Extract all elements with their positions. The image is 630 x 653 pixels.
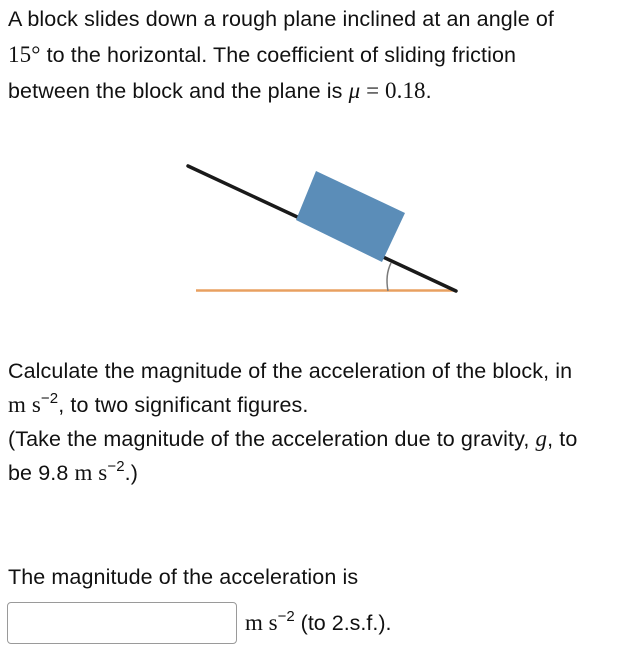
gravity-note-4: .) bbox=[124, 461, 139, 485]
answer-row bbox=[7, 598, 391, 648]
gravity-note-1: (Take the magnitude of the acceleration due to gravity, bbox=[8, 427, 536, 451]
gravity-unit-exponent: −2 bbox=[107, 457, 125, 475]
intro-text-3: between the block and the plane is bbox=[8, 79, 349, 103]
sliding-block bbox=[296, 171, 405, 262]
problem-task bbox=[8, 355, 622, 490]
gravity-note-3: be 9.8 bbox=[8, 461, 75, 485]
task-line-2: , to two significant figures. bbox=[58, 393, 309, 417]
task-unit: m s bbox=[8, 392, 41, 417]
mu-symbol: μ bbox=[348, 78, 361, 103]
intro-text-2: to the horizontal. The coefficient of sliding friction bbox=[40, 43, 517, 67]
inclined-plane-diagram bbox=[0, 155, 630, 315]
angle-arc bbox=[387, 263, 391, 291]
answer-prompt: The magnitude of the acceleration is bbox=[8, 565, 359, 589]
gravity-note-2: , to bbox=[547, 427, 578, 451]
acceleration-answer-input[interactable] bbox=[7, 602, 237, 644]
answer-unit-exponent: −2 bbox=[277, 607, 295, 625]
angle-value: 15° bbox=[8, 42, 41, 67]
g-symbol: g bbox=[535, 426, 548, 451]
mu-value: = 0.18 bbox=[360, 78, 426, 103]
gravity-unit: m s bbox=[74, 460, 108, 485]
task-line-1: Calculate the magnitude of the acceleration of the block, in bbox=[8, 359, 573, 383]
problem-intro bbox=[8, 1, 622, 109]
answer-suffix: (to 2.s.f.). bbox=[294, 611, 392, 635]
intro-text-1: A block slides down a rough plane inclined at an angle of bbox=[8, 7, 554, 31]
intro-text-4: . bbox=[425, 79, 432, 103]
task-unit-exponent: −2 bbox=[40, 389, 59, 407]
answer-unit: m s bbox=[245, 610, 278, 635]
answer-unit-label bbox=[245, 607, 392, 636]
